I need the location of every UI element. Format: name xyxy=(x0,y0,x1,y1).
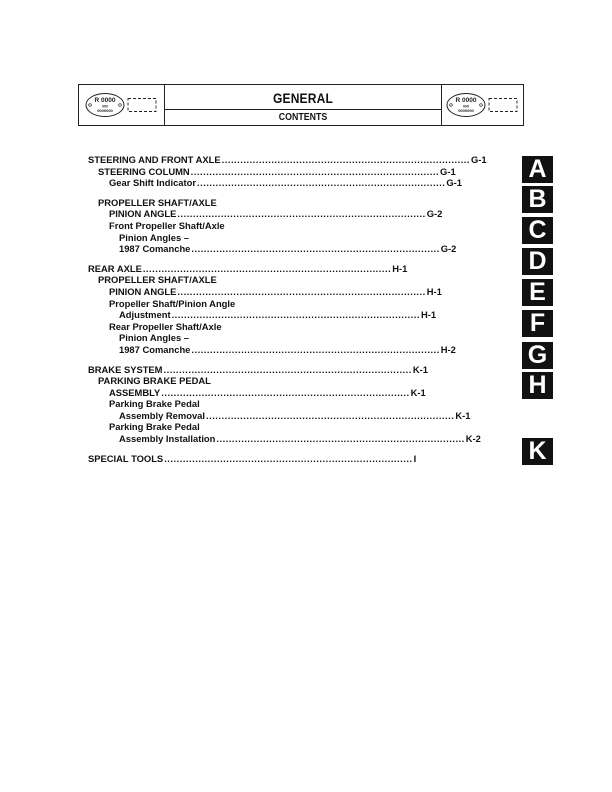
toc-entry xyxy=(88,433,481,445)
toc-leader-dots: ................................................................................ xyxy=(216,433,465,445)
toc-entry-title: Gear Shift Indicator xyxy=(109,177,196,189)
toc-entry xyxy=(88,452,417,465)
toc-leader-dots: ................................................................................ xyxy=(191,343,440,355)
section-tab-f[interactable]: F xyxy=(522,310,553,337)
toc-entry-title: Rear Propeller Shaft/Axle xyxy=(109,320,222,332)
id-plate-icon xyxy=(85,92,159,118)
toc-leader-dots: ................................................................................ xyxy=(164,452,413,464)
toc-entry-title: REAR AXLE xyxy=(88,262,142,274)
toc-entry xyxy=(88,343,456,356)
toc-leader-dots: ................................................................................ xyxy=(191,243,440,255)
toc-gap xyxy=(88,189,293,197)
id-plate-icon xyxy=(446,92,520,118)
toc-entry xyxy=(88,243,457,255)
toc-page-number: H-1 xyxy=(420,309,437,321)
toc-entry xyxy=(88,298,293,310)
toc-page-number: K-1 xyxy=(412,363,428,375)
toc-page-number: G-2 xyxy=(440,243,457,255)
toc-page-number: H-1 xyxy=(426,285,442,297)
page-subtitle: CONTENTS xyxy=(278,112,328,123)
toc-entry xyxy=(88,154,487,166)
header-right-cell xyxy=(441,85,523,125)
toc-page-number: I xyxy=(413,452,417,464)
toc-page-number: H-1 xyxy=(392,262,408,274)
section-tab-e[interactable]: E xyxy=(522,279,553,306)
toc-page-number: K-1 xyxy=(455,409,471,421)
toc-leader-dots: ................................................................................ xyxy=(205,409,455,421)
toc-leader-dots: ................................................................................ xyxy=(190,165,440,177)
toc-entry xyxy=(88,398,293,410)
toc-entry xyxy=(88,197,293,209)
toc-page-number: G-2 xyxy=(426,208,443,220)
toc-entry xyxy=(88,409,471,422)
toc-entry-title: 1987 Comanche xyxy=(119,343,191,355)
page-title: GENERAL xyxy=(272,90,334,106)
toc-entry xyxy=(88,177,463,189)
plate-line3: 0000000 xyxy=(97,108,113,113)
toc-entry-title: Parking Brake Pedal xyxy=(109,421,200,433)
toc-gap xyxy=(88,255,293,263)
toc-entry-title: PARKING BRAKE PEDAL xyxy=(98,375,211,387)
toc-entry-title: Front Propeller Shaft/Axle xyxy=(109,219,225,231)
toc-entry-title: ASSEMBLY xyxy=(109,386,161,398)
section-tab-b[interactable]: B xyxy=(522,186,553,213)
plate-line1: R 0000 xyxy=(94,97,116,104)
toc-gap xyxy=(88,445,293,453)
toc-entry xyxy=(88,309,437,321)
header-divider xyxy=(164,109,442,110)
toc-entry-title: Assembly Removal xyxy=(119,409,205,421)
toc-entry-title: STEERING AND FRONT AXLE xyxy=(88,154,221,165)
toc-entry xyxy=(88,386,426,399)
section-tab-a[interactable]: A xyxy=(522,156,553,183)
toc-entry-title: PINION ANGLE xyxy=(109,208,177,220)
toc-entry xyxy=(88,421,293,433)
toc-entry xyxy=(88,363,428,376)
toc-entry-title: Parking Brake Pedal xyxy=(109,398,200,410)
table-of-contents xyxy=(88,154,487,464)
section-tab-k[interactable]: K xyxy=(522,438,553,465)
toc-entry-title: PROPELLER SHAFT/AXLE xyxy=(98,274,217,286)
toc-entry-title: BRAKE SYSTEM xyxy=(88,363,163,375)
toc-entry-title: Pinion Angles – xyxy=(119,332,189,344)
toc-entry xyxy=(88,285,442,298)
toc-leader-dots: ................................................................................ xyxy=(161,386,410,398)
section-tab-g[interactable]: G xyxy=(522,342,553,369)
toc-entry-title: Assembly Installation xyxy=(119,433,216,445)
plate-line3: 0000000 xyxy=(458,108,474,113)
page-header xyxy=(78,84,524,126)
toc-entry xyxy=(88,220,293,232)
header-left-cell xyxy=(79,85,165,125)
section-tab-c[interactable]: C xyxy=(522,217,553,244)
plate-line2: 000 xyxy=(463,104,469,109)
toc-entry xyxy=(88,165,456,178)
toc-entry-title: Pinion Angles – xyxy=(119,231,189,243)
toc-leader-dots: ................................................................................ xyxy=(163,363,412,375)
toc-entry xyxy=(88,274,293,286)
toc-leader-dots: ................................................................................ xyxy=(197,177,446,189)
toc-entry xyxy=(88,232,293,244)
toc-leader-dots: ................................................................................ xyxy=(142,262,392,274)
toc-entry xyxy=(88,332,293,344)
section-tab-d[interactable]: D xyxy=(522,248,553,275)
plate-line2: 000 xyxy=(102,104,108,109)
toc-gap xyxy=(88,356,293,364)
toc-entry-title: SPECIAL TOOLS xyxy=(88,452,164,464)
toc-entry-title: PINION ANGLE xyxy=(109,285,177,297)
toc-leader-dots: ................................................................................ xyxy=(171,309,420,321)
plate-line1: R 0000 xyxy=(455,97,477,104)
toc-entry-title: Propeller Shaft/Pinion Angle xyxy=(109,297,236,309)
section-tab-h[interactable]: H xyxy=(522,372,553,399)
toc-entry xyxy=(88,262,408,275)
toc-entry xyxy=(88,208,443,220)
toc-leader-dots: ................................................................................ xyxy=(177,208,426,220)
toc-page-number: K-2 xyxy=(465,433,481,445)
toc-entry-title: PROPELLER SHAFT/AXLE xyxy=(98,196,217,208)
toc-page-number: G-1 xyxy=(471,154,487,165)
toc-leader-dots: ................................................................................ xyxy=(221,154,471,165)
toc-leader-dots: ................................................................................ xyxy=(177,285,426,297)
toc-entry xyxy=(88,321,293,333)
toc-entry-title: Adjustment xyxy=(119,309,171,321)
header-center xyxy=(164,85,442,125)
toc-entry-title: 1987 Comanche xyxy=(119,243,191,255)
toc-page-number: G-1 xyxy=(446,177,463,189)
toc-page-number: K-1 xyxy=(410,386,426,398)
toc-entry-title: STEERING COLUMN xyxy=(98,165,190,177)
toc-entry xyxy=(88,375,293,387)
toc-page-number: G-1 xyxy=(440,165,456,177)
toc-page-number: H-2 xyxy=(440,343,456,355)
